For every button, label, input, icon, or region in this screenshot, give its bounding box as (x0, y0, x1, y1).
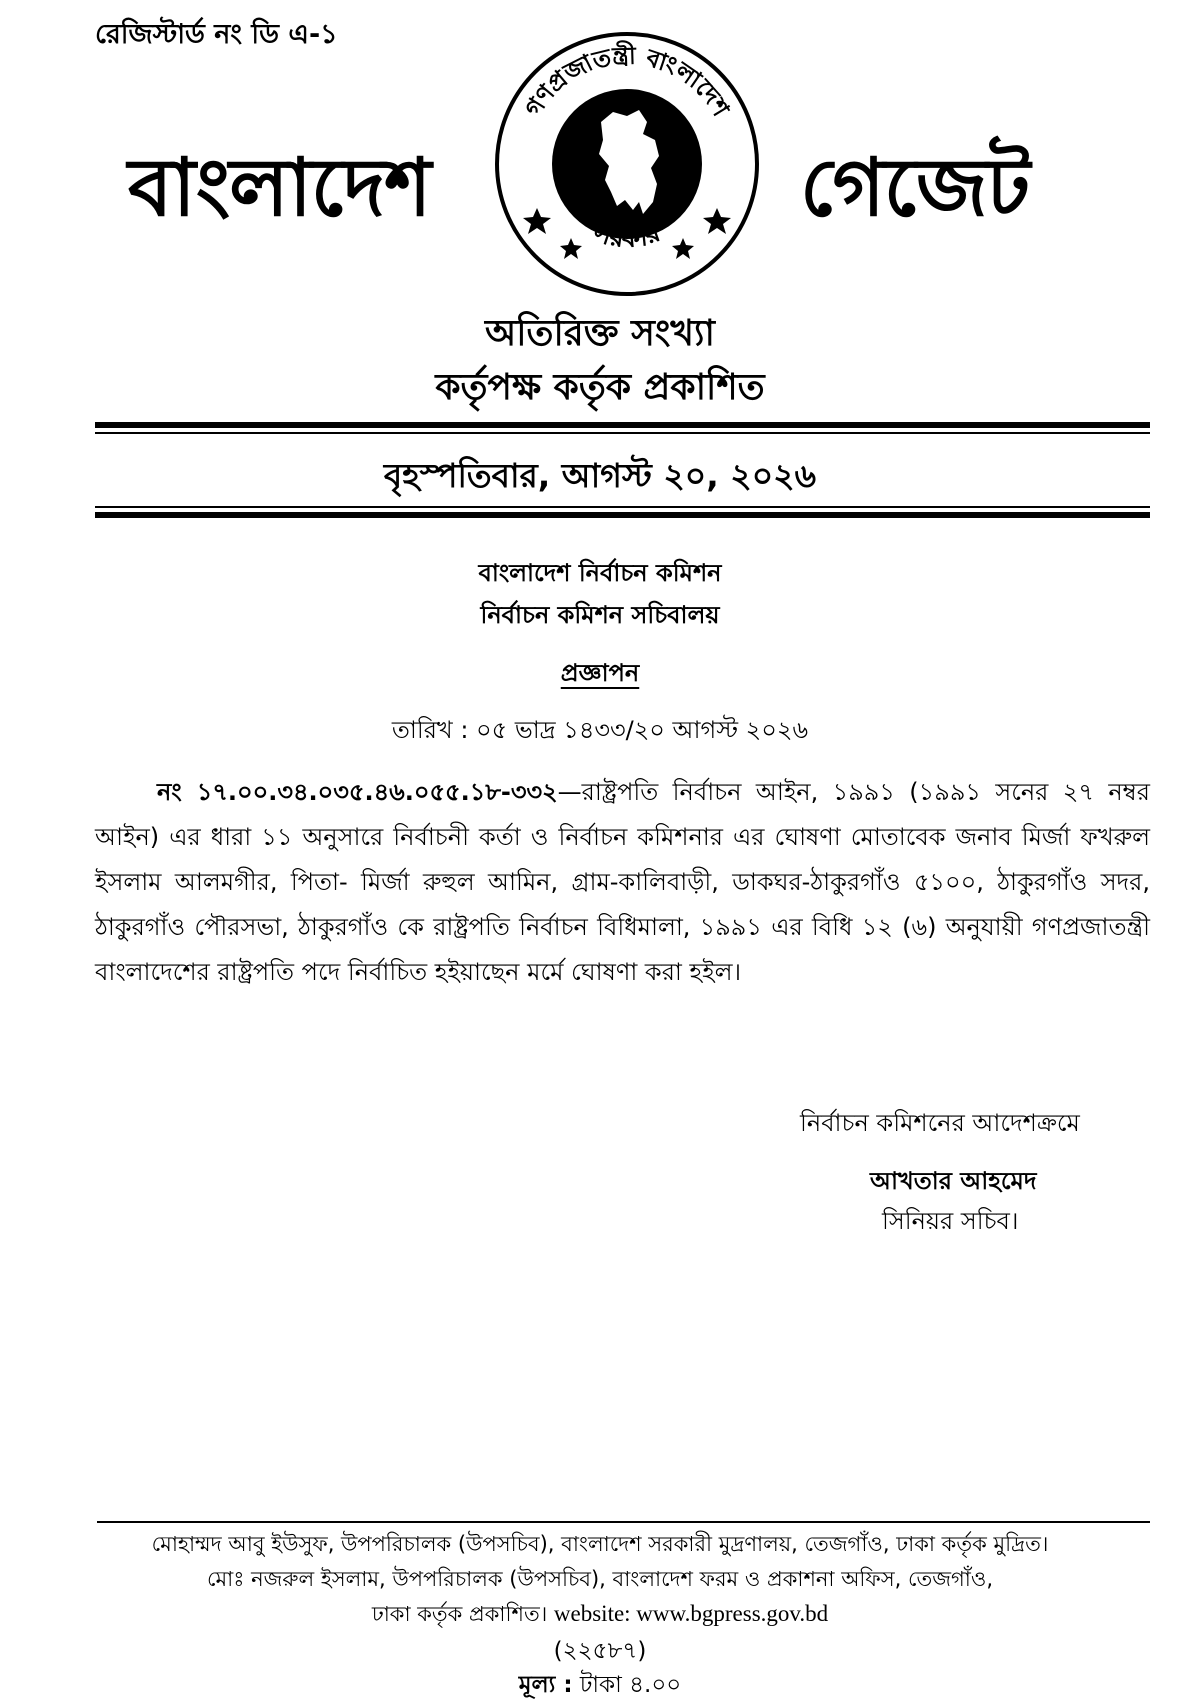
star-icon (560, 238, 582, 259)
footer-rule (97, 1521, 1150, 1523)
masthead-title-right: গেজেট (800, 141, 1030, 234)
footer-website: website: www.bgpress.gov.bd (553, 1601, 829, 1626)
reference-number: নং ১৭.০০.৩৪.০৩৫.৪৬.০৫৫.১৮-৩৩২ (157, 778, 558, 806)
signatory-designation: সিনিয়র সচিব। (882, 1207, 1019, 1235)
seal-top-text: গণপ্রজাতন্ত্রী বাংলাদেশ (519, 41, 735, 122)
gazette-date: বৃহস্পতিবার, আগস্ট ২০, ২০২৬ (383, 456, 817, 495)
signature-order-line: নির্বাচন কমিশনের আদেশক্রমে (800, 1109, 1080, 1137)
footer-price: মূল্য : টাকা ৪.০০ (518, 1672, 682, 1698)
header-rule-thick (95, 422, 1150, 428)
masthead-title-left: বাংলাদেশ (128, 141, 431, 234)
secretariat-name: নির্বাচন কমিশন সচিবালয় (480, 601, 720, 629)
footer-printed-by: মোহাম্মদ আবু ইউসুফ, উপপরিচালক (উপসচিব), বাংলাদেশ সরকারী মুদ্রণালয়, তেজগাঁও, ঢাকা কর্তৃক মুদ্রিত। (151, 1532, 1049, 1556)
footer-published-by: মোঃ নজরুল ইসলাম, উপপরিচালক (উপসচিব), বাংলাদেশ ফরম ও প্রকাশনা অফিস, তেজগাঁও, (206, 1567, 994, 1591)
notice-body (95, 770, 1150, 995)
extra-issue-label: অতিরিক্ত সংখ্যা (485, 313, 715, 354)
date-rule-thin (95, 506, 1150, 508)
star-icon (672, 238, 694, 259)
footer-serial: (২২৫৮৭) (553, 1638, 647, 1664)
signatory-name: আখতার আহমেদ (870, 1167, 1037, 1195)
date-rule-thick (95, 512, 1150, 518)
notice-title: প্রজ্ঞাপন (560, 659, 640, 687)
notice-date: তারিখ : ০৫ ভাদ্র ১৪৩৩/২০ আগস্ট ২০২৬ (391, 716, 809, 744)
seal-bottom-text: সরকার (589, 217, 665, 255)
star-icon (703, 208, 731, 234)
footer-published-by-cont: ঢাকা কর্তৃক প্রকাশিত। website: www.bgpress.gov.bd (371, 1601, 829, 1626)
registration-number: রেজিস্টার্ড নং ডি এ-১ (95, 19, 338, 50)
published-by-authority: কর্তৃপক্ষ কর্তৃক প্রকাশিত (435, 367, 765, 408)
government-seal (493, 30, 761, 298)
department-name: বাংলাদেশ নির্বাচন কমিশন (478, 559, 722, 587)
star-icon (523, 208, 551, 234)
notice-body-text: —রাষ্ট্রপতি নির্বাচন আইন, ১৯৯১ (১৯৯১ সনের ২৭ নম্বর আইন) এর ধারা ১১ অনুসারে নির্বাচনী কর্তা ও নির্বাচন কমিশনার এর ঘোষণা মোতাবেক জনাব মির্জা ফখরুল ইসলাম আলমগীর, পিতা- মির্জা রুহুল আমিন, গ্রাম-কালিবাড়ী, ডাকঘর-ঠাকুরগাঁও ৫১০০, ঠাকুরগাঁও সদর, ঠাকুরগাঁও পৌরসভা, ঠাকুরগাঁও কে রাষ্ট্রপতি নির্বাচন বিধিমালা, ১৯৯১ এর বিধি ১২ (৬) অনুযায়ী গণপ্রজাতন্ত্রী বাংলাদেশের রাষ্ট্রপতি পদে নির্বাচিত হইয়াছেন মর্মে ঘোষণা করা হইল। (95, 778, 1150, 986)
header-rule-thin (95, 432, 1150, 434)
